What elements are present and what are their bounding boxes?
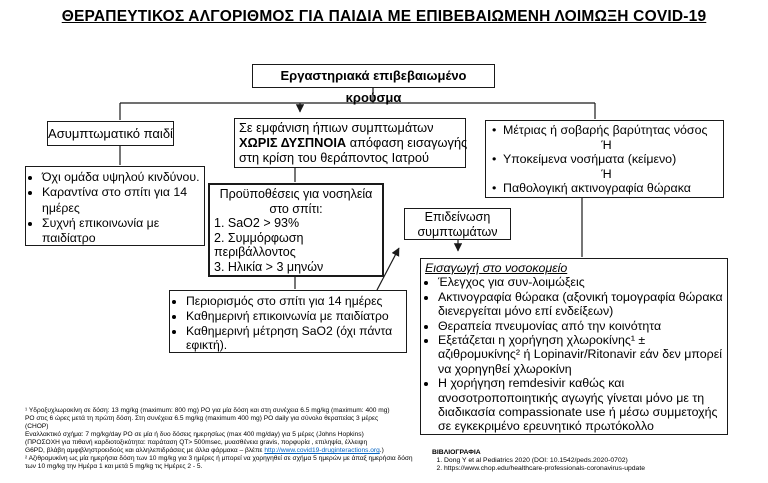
worsening-line: συμπτωμάτων xyxy=(417,224,498,239)
worsening-line: Επιδείνωση xyxy=(424,210,491,224)
asymptomatic-plan-item: • Όχι ομάδα υψηλού κινδύνου. xyxy=(42,170,200,185)
admission-item: • Εξετάζεται η χορήγηση χλωροκίνης¹ ± αζιθρομυκίνης² ή Lopinavir/Ritonavir εάν δεν μπορεί να χορηγηθεί χλωροκίνη xyxy=(438,333,723,376)
footnote-line: ¹ Υδροξυχλωροκίνη σε δόση: 13 mg/kg (maximum: 800 mg) PO για μία δόση και στη συνέχεια 6.5 mg/kg (maximum: 400 mg) xyxy=(25,407,390,414)
flowchart-title: ΘΕΡΑΠΕΥΤΙΚΟΣ ΑΛΓΟΡΙΘΜΟΣ ΓΙΑ ΠΑΙΔΙΑ ΜΕ ΕΠΙΒΕΒΑΙΩΜΕΝΗ ΛΟΙΜΩΞΗ COVID-19 xyxy=(61,8,707,25)
mild-line xyxy=(239,134,468,151)
severe-or: Ή xyxy=(601,137,612,152)
footnote-line: (CHOP) xyxy=(25,423,49,430)
footnote-line xyxy=(25,447,425,455)
footnote-line: Εναλλακτικό σχήμα: 7 mg/kg/day PO σε μία ή δυο δόσεις ημερησίως (max 400 mg/day) για 5 μέρες (Johns Hopkins) xyxy=(25,431,364,438)
severe-bullet: • Υποκείμενα νοσήματα (κείμενο) xyxy=(492,152,721,167)
box-symptom-worsening xyxy=(404,208,511,240)
asymptomatic-plan-item: • Συχνή επικοινωνία με παιδίατρο xyxy=(42,216,200,247)
mild-line-rest: απόφαση εισαγωγής xyxy=(346,134,468,150)
home-plan-item: • Καθημερινή μέτρηση SaO2 (όχι πάντα εφικτή). xyxy=(186,324,402,354)
box-confirmed-case xyxy=(252,64,495,105)
bibliography xyxy=(432,449,742,474)
asymptomatic-child-label: Ασυμπτωματικό παιδί xyxy=(48,126,173,141)
criteria-line: Προϋποθέσεις για νοσηλεία xyxy=(219,187,373,201)
admission-item: • Θεραπεία πνευμονίας από την κοινότητα xyxy=(438,319,723,333)
box-home-care-plan xyxy=(169,290,407,353)
criteria-line: 3. Ηλικία > 3 μηνών xyxy=(214,259,324,274)
severe-bullet: • Παθολογική ακτινογραφία θώρακα xyxy=(492,181,721,196)
admission-title: Εισαγωγή στο νοσοκομείο xyxy=(425,261,568,275)
box-home-care-criteria xyxy=(208,183,384,277)
footnote-line: των 10 mg/kg την Ημέρα 1 και μετά 5 mg/kg τις Ημέρες 2 - 5. xyxy=(25,463,203,470)
admission-item: • Ακτινογραφία θώρακα (αξονική τομογραφία θώρακα διενεργείται μόνο επί ενδείξεων) xyxy=(438,290,723,319)
home-plan-item: • Περιορισμός στο σπίτι για 14 ημέρες xyxy=(186,294,402,309)
footnotes xyxy=(25,407,425,471)
bibliography-ref: 2. https://www.chop.edu/healthcare-professionals-coronavirus-update xyxy=(444,465,742,473)
footnote-line: PO στις 6 ώρες μετά τη πρώτη δόση. Στη συνέχεια 6.5 mg/kg (maximum 400 mg) PO daily για σύνολο θεραπείας 3 μέρες xyxy=(25,415,379,422)
drug-interactions-link[interactable]: http://www.covid19-druginteractions.org xyxy=(264,447,380,454)
severe-bullet: • Μέτριας ή σοβαρής βαρύτητας νόσος xyxy=(492,123,721,138)
footnote-line-post: .) xyxy=(379,447,384,454)
asymptomatic-plan-item: • Καραντίνα στο σπίτι για 14 ημέρες xyxy=(42,185,200,216)
box-asymptomatic-child xyxy=(47,121,174,146)
mild-no-dyspnea: ΧΩΡΙΣ ΔΥΣΠΝΟΙΑ xyxy=(239,134,347,150)
admission-item: • Έλεγχος για συν-λοιμώξεις xyxy=(438,275,723,289)
bibliography-heading: ΒΙΒΛΙΟΓΡΑΦΙΑ xyxy=(432,449,481,456)
box-moderate-severe xyxy=(485,120,724,198)
severe-or: Ή xyxy=(601,166,612,181)
criteria-line: περιβάλλοντος xyxy=(214,245,296,260)
criteria-line: 1. SaO2 > 93% xyxy=(214,216,300,231)
footnote-line: ² Αζιθρομυκίνη ως μία ημερήσια δόση των 10 mg/kg για 3 ημέρες ή μπορεί να χορηγηθεί σε σχήμα 5 ημερών με άπαξ ημερήσια δόση xyxy=(25,455,413,462)
bibliography-ref: 1. Dong Y et al Pediatrics 2020 (DOI: 10.1542/peds.2020-0702) xyxy=(444,457,742,465)
confirmed-case-label: Εργαστηριακά επιβεβαιωμένο κρούσμα xyxy=(280,68,467,105)
home-plan-item: • Καθημερινή επικοινωνία με παιδίατρο xyxy=(186,309,402,324)
footnote-line-pre: G6PD, βλάβη αμφιβληστροειδούς και αλληλεπιδράσεις με άλλα φάρμακα – βλέπε xyxy=(25,447,265,454)
box-asymptomatic-plan xyxy=(25,166,205,246)
box-hospital-admission xyxy=(420,258,728,435)
criteria-line: στο σπίτι: xyxy=(269,201,323,216)
mild-line: Σε εμφάνιση ήπιων συμπτωμάτων xyxy=(239,120,434,135)
admission-item: • Η χορήγηση remdesivir καθώς και ανοσοτροποποιητικής αγωγής γίνεται μόνο με τη διαδικασία compassionate use ή μέσω συμμετοχής σε εγκεκριμένο ερευνητικό πρωτόκολλο xyxy=(438,376,723,434)
box-mild-symptoms xyxy=(234,118,466,168)
criteria-line: 2. Συμμόρφωση xyxy=(214,230,304,245)
footnote-line: (ΠΡΟΣΟΧΗ για πιθανή καρδιοτοξικότητα: παράταση QT> 500msec, μυασθένεια gravis, πορφυρία , επιληψία, έλλειψη xyxy=(25,439,368,446)
mild-line: στη κρίση του θεράποντος Ιατρού xyxy=(239,149,430,165)
